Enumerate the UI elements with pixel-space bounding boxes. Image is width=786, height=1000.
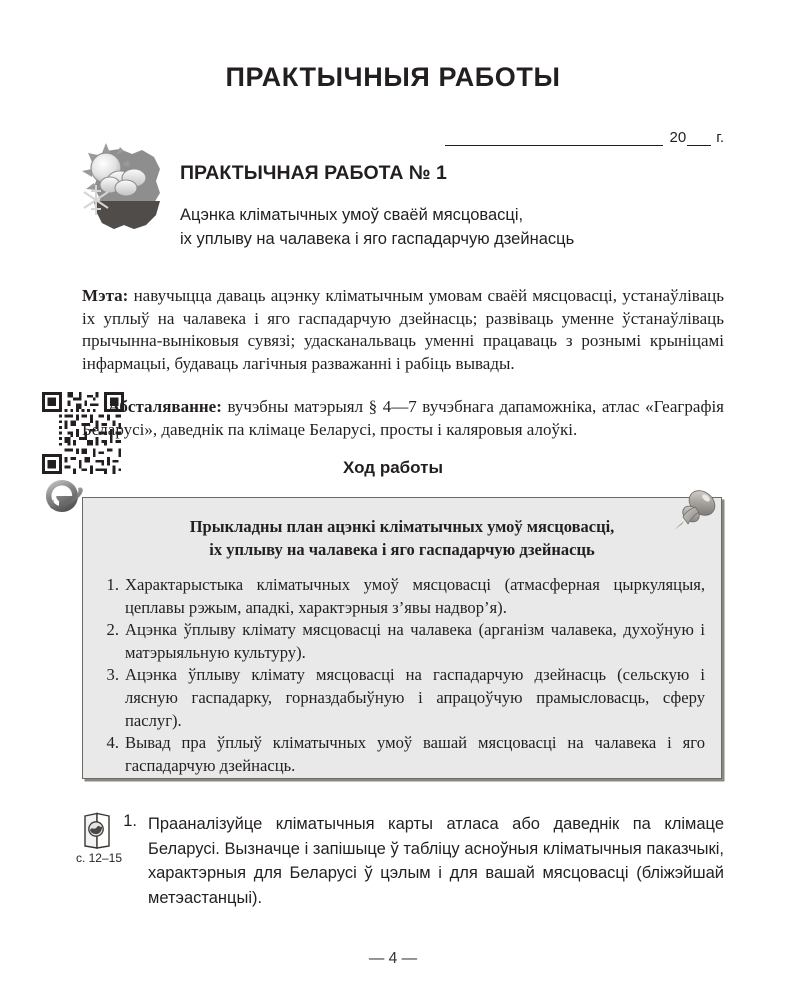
practical-work-subtitle-line-2: іх уплыву на чалавека і яго гаспадарчую дзейнасць	[180, 230, 575, 248]
date-year-suffix: г.	[716, 129, 724, 146]
plan-item-number: 2.	[106, 620, 119, 640]
pushpin-icon	[663, 483, 725, 545]
list-item	[97, 619, 705, 664]
atlas-pages-label: с. 12–15	[75, 851, 123, 865]
plan-title-line-1: Прыкладны план ацэнкі кліматычных умоў мясцовасці,	[189, 517, 615, 536]
plan-item-text: Вывад пра ўплыў кліматычных умоў вашай мясцовасці на чалавека і яго гаспадарчую дзейнасць.	[125, 733, 705, 775]
practical-work-subtitle	[180, 203, 720, 251]
practical-work-subtitle-line-1: Ацэнка кліматычных умоў сваёй мясцовасці,	[180, 206, 524, 224]
plan-item-text: Ацэнка ўплыву клімату мясцовасці на чалавека (арганізм чалавека, духоўную і матэрыяльную культуру).	[125, 620, 705, 662]
task-text: Прааналізуйце кліматычныя карты атласа або даведнік па клімаце Беларусі. Вызначце і запішыце ў табліцу асноўныя кліматычныя паказчыкі, характэрныя для Беларусі ў цэлым і для вашай мясцовасці (бліжэйшай метэастанцыі).	[148, 815, 724, 907]
date-blank-rule[interactable]	[445, 132, 663, 146]
plan-item-text: Характарыстыка кліматычных умоў мясцовасці (атмасферная цыркуляцыя, цеплавы рэжым, ападкі, характэрныя з’явы надвор’я).	[125, 575, 705, 617]
task-number: 1.	[123, 812, 137, 830]
list-item	[97, 732, 705, 777]
date-year-prefix: 20	[669, 129, 687, 146]
plan-item-number: 4.	[106, 733, 119, 753]
goal-label: Мэта:	[82, 286, 129, 305]
plan-item-number: 1.	[106, 575, 119, 594]
plan-item-number: 3.	[106, 665, 119, 685]
list-item	[97, 664, 705, 732]
page-number: — 4 —	[368, 950, 418, 967]
equipment-paragraph	[82, 396, 724, 441]
equipment-text: вучэбны матэрыял § 4—7 вучэбнага дапаможніка, атлас «Геаграфія Беларусі», даведнік па клімаце Беларусі, просты і каляровыя алоўкі.	[82, 397, 724, 439]
plan-title-line-2: іх уплыву на чалавека і яго гаспадарчую дзейнасць	[209, 540, 595, 559]
goal-paragraph	[82, 285, 724, 375]
plan-title	[119, 515, 685, 561]
section-heading: Ход работы	[343, 458, 443, 477]
plan-item-text: Ацэнка ўплыву клімату мясцовасці на гаспадарчую дзейнасць (сельскую і лясную гаспадарку, горназдабыўную і апрацоўчую прамысловасць, сферу паслуг).	[125, 665, 705, 730]
goal-text: навучыцца даваць ацэнку кліматычным умовам сваёй мясцовасці, устанаўліваць іх уплыў на чалавека і яго гаспадарчую дзейнасць; развіваць уменне ўстанаўліваць прычынна-вынiковыя сувязі; удасканальваць уменні працаваць з рознымі крыніцамі інфармацыі, будаваць лагічныя разважанні і рабіць вывады.	[82, 286, 724, 373]
belarus-weather-map-icon	[80, 141, 168, 239]
date-line	[445, 129, 725, 146]
equipment-label: Абсталяванне:	[108, 397, 222, 416]
page-title: ПРАКТЫЧНЫЯ РАБОТЫ	[225, 62, 561, 92]
date-year-blank[interactable]	[687, 134, 711, 146]
plan-box	[82, 497, 722, 779]
list-item	[97, 574, 705, 619]
internet-explorer-icon[interactable]	[40, 474, 84, 518]
atlas-book-icon	[82, 812, 112, 850]
practical-work-heading: ПРАКТЫЧНАЯ РАБОТА № 1	[180, 162, 447, 184]
plan-list	[97, 574, 705, 777]
